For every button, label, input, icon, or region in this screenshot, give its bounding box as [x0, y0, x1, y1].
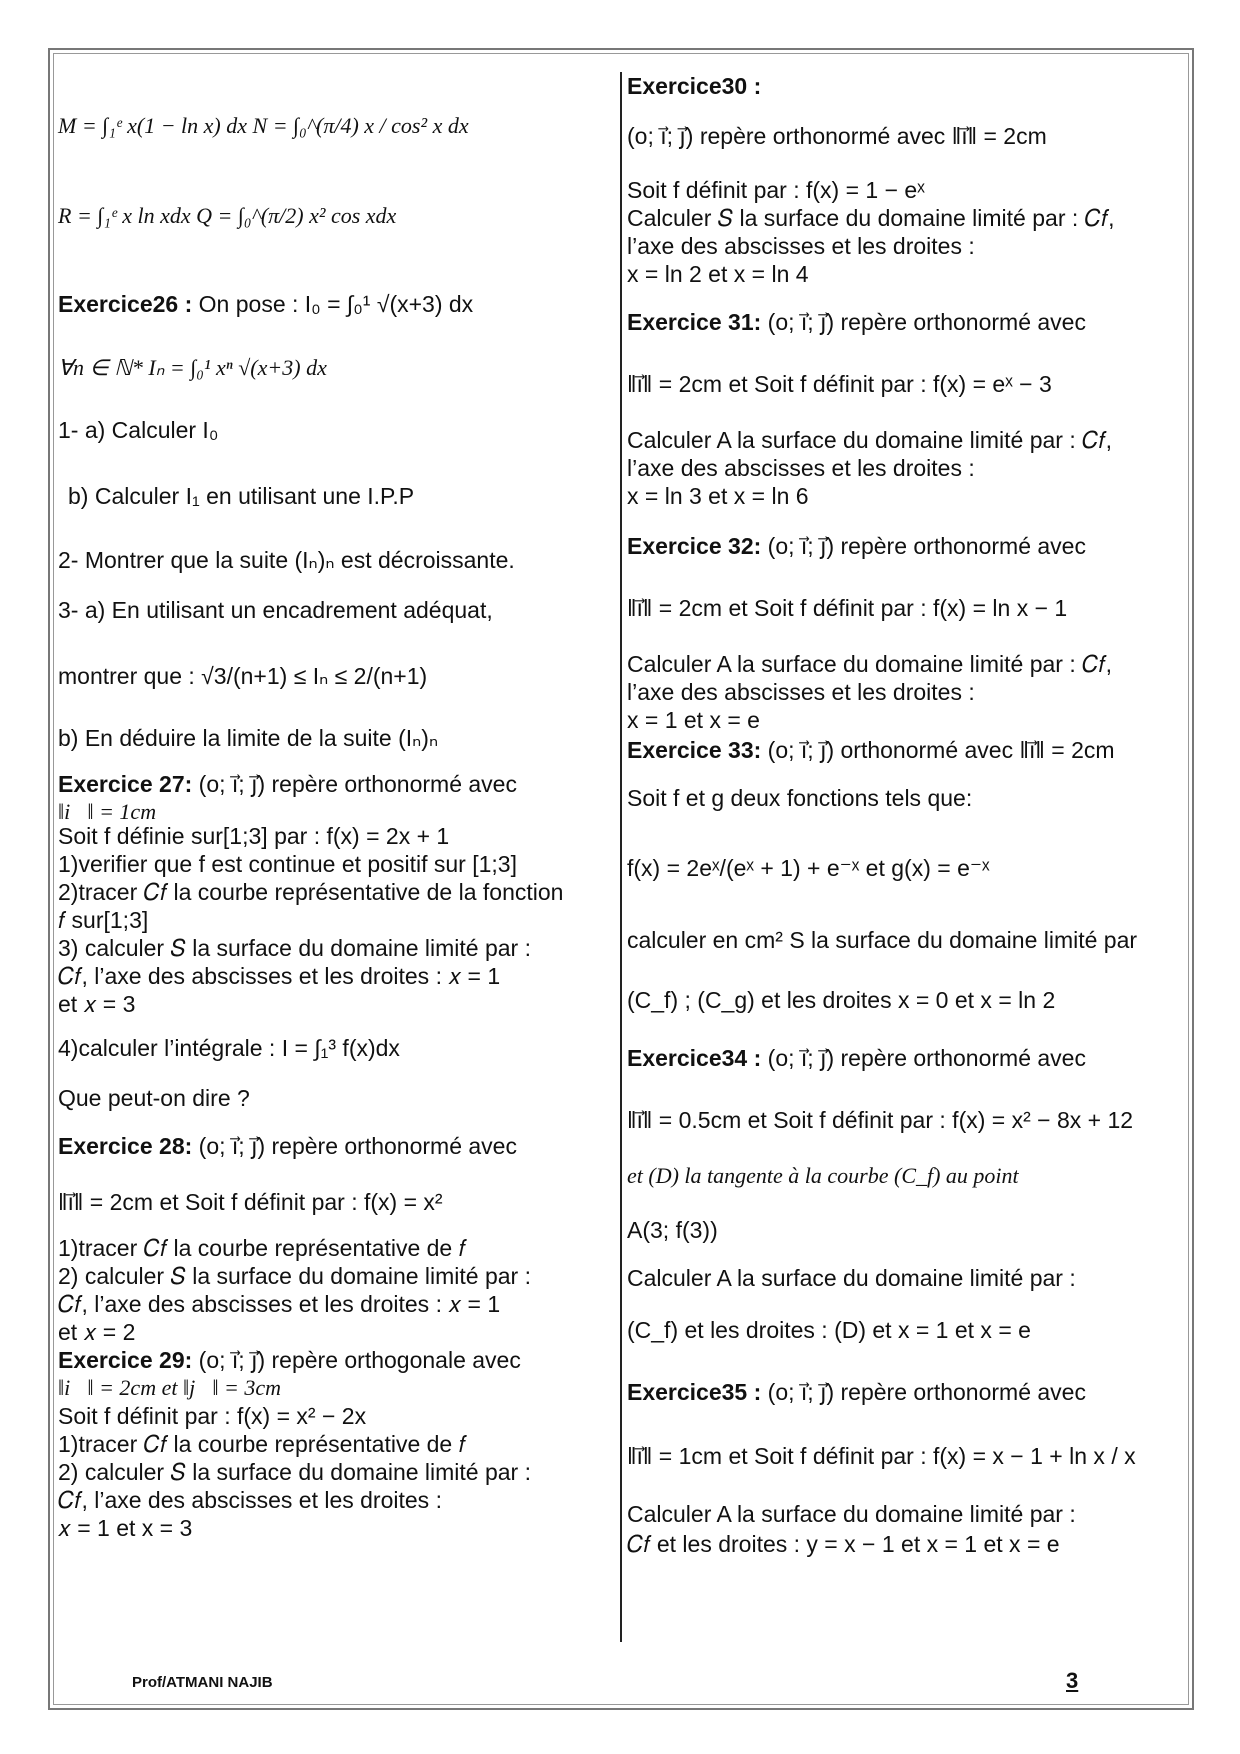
right-line: ‖i⃗‖ = 2cm et Soit f définit par : f(x) = ln x − 1	[627, 595, 1068, 621]
left-line: 2) calculer 𝑆 la surface du domaine limité par :	[58, 1263, 531, 1289]
left-line: 𝑓 sur[1;3]	[58, 907, 149, 933]
exercise-heading: Exercice 28:	[58, 1133, 193, 1159]
right-line: Exercice 33: (o; i⃗; j⃗) orthonormé avec ‖i⃗‖ = 2cm	[627, 737, 1115, 763]
right-line: ‖i⃗‖ = 2cm et Soit f définit par : f(x) = eˣ − 3	[627, 371, 1052, 397]
right-line: Calculer A la surface du domaine limité par : 𝐶𝑓,	[627, 427, 1112, 453]
left-line: 1- a) Calculer I₀	[58, 417, 219, 443]
left-line: Soit f définie sur[1;3] par : f(x) = 2x + 1	[58, 823, 450, 849]
left-line: et 𝑥 = 3	[58, 991, 136, 1017]
left-line: b) En déduire la limite de la suite (Iₙ)ₙ	[58, 725, 439, 751]
left-line: 3) calculer 𝑆 la surface du domaine limité par :	[58, 935, 531, 961]
right-line: f(x) = 2eˣ/(eˣ + 1) + e⁻ˣ et g(x) = e⁻ˣ	[627, 855, 990, 881]
exercise-heading: Exercice 32:	[627, 533, 762, 559]
right-line: et (D) la tangente à la courbe (C_f) au point	[627, 1163, 1019, 1188]
left-line: ‖i⃗‖ = 2cm et ‖j⃗‖ = 3cm	[58, 1375, 282, 1400]
left-line: Soit f définit par : f(x) = x² − 2x	[58, 1403, 367, 1429]
right-line: (C_f) et les droites : (D) et x = 1 et x = e	[627, 1317, 1031, 1343]
left-line: Exercice 27: (o; i⃗; j⃗) repère orthonormé avec	[58, 771, 517, 797]
right-line: ‖i⃗‖ = 1cm et Soit f définit par : f(x) = x − 1 + ln x / x	[627, 1443, 1136, 1469]
right-line: Soit f et g deux fonctions tels que:	[627, 785, 973, 811]
left-line: b) Calculer I₁ en utilisant une I.P.P	[68, 483, 415, 509]
right-line: l’axe des abscisses et les droites :	[627, 455, 975, 481]
right-line: (o; i⃗; j⃗) repère orthonormé avec ‖i⃗‖ = 2cm	[627, 123, 1047, 149]
left-line: 1)verifier que f est continue et positif sur [1;3]	[58, 851, 517, 877]
right-line: Exercice34 : (o; i⃗; j⃗) repère orthonormé avec	[627, 1045, 1086, 1071]
right-line: Calculer 𝑆 la surface du domaine limité par : 𝐶𝑓,	[627, 205, 1115, 231]
right-line: (C_f) ; (C_g) et les droites x = 0 et x = ln 2	[627, 987, 1056, 1013]
left-line: Que peut-on dire ?	[58, 1085, 250, 1111]
exercise-heading: Exercice 31:	[627, 309, 762, 335]
exercise-heading: Exercice34 :	[627, 1045, 762, 1071]
left-line: 3- a) En utilisant un encadrement adéquat,	[58, 597, 493, 623]
right-line: Exercice35 : (o; i⃗; j⃗) repère orthonormé avec	[627, 1379, 1086, 1405]
left-line: ∀n ∈ ℕ* Iₙ = ∫₀¹ xⁿ √(x+3) dx	[58, 355, 327, 380]
right-line: x = ln 2 et x = ln 4	[627, 261, 809, 287]
right-line: Soit f définit par : f(x) = 1 − eˣ	[627, 177, 925, 203]
right-line: Calculer A la surface du domaine limité par :	[627, 1265, 1076, 1291]
right-line: x = 1 et x = e	[627, 707, 760, 733]
left-line: Exercice 29: (o; i⃗; j⃗) repère orthogonale avec	[58, 1347, 521, 1373]
exercise-heading: Exercice35 :	[627, 1379, 762, 1405]
right-line: x = ln 3 et x = ln 6	[627, 483, 809, 509]
right-line: Calculer A la surface du domaine limité par :	[627, 1501, 1076, 1527]
footer-page-number: 3	[1066, 1668, 1079, 1693]
right-line	[627, 72, 761, 100]
right-line: l’axe des abscisses et les droites :	[627, 233, 975, 259]
left-line: 2) calculer 𝑆 la surface du domaine limité par :	[58, 1459, 531, 1485]
right-line: l’axe des abscisses et les droites :	[627, 679, 975, 705]
left-line: R = ∫₁ᵉ x ln xdx Q = ∫₀^(π/2) x² cos xdx	[58, 203, 397, 228]
exercise-heading: Exercice26 :	[58, 291, 193, 317]
exercise-heading: Exercice 33:	[627, 737, 762, 763]
left-line: 𝑥 = 1 et x = 3	[58, 1515, 193, 1541]
left-line: montrer que : √3/(n+1) ≤ Iₙ ≤ 2/(n+1)	[58, 663, 428, 689]
right-line: 𝐶𝑓 et les droites : y = x − 1 et x = 1 et x = e	[627, 1531, 1060, 1557]
right-line: Exercice 32: (o; i⃗; j⃗) repère orthonormé avec	[627, 533, 1086, 559]
right-line: Calculer A la surface du domaine limité par : 𝐶𝑓,	[627, 651, 1112, 677]
left-line: 1)tracer 𝐶𝑓 la courbe représentative de 𝑓	[58, 1431, 466, 1457]
footer-author: Prof/ATMANI NAJIB	[132, 1674, 273, 1691]
left-line: Exercice 28: (o; i⃗; j⃗) repère orthonormé avec	[58, 1133, 517, 1159]
exercise-heading: Exercice 27:	[58, 771, 193, 797]
left-line: 1)tracer 𝐶𝑓 la courbe représentative de 𝑓	[58, 1235, 466, 1261]
left-line: 4)calculer l’intégrale : I = ∫₁³ f(x)dx	[58, 1035, 400, 1061]
right-line: A(3; f(3))	[627, 1217, 718, 1243]
left-line: 𝐶𝑓, l’axe des abscisses et les droites : 𝑥 = 1	[58, 1291, 501, 1317]
left-line: M = ∫₁ᵉ x(1 − ln x) dx N = ∫₀^(π/4) x / cos² x dx	[58, 113, 469, 138]
left-line: 2)tracer 𝐶𝑓 la courbe représentative de la fonction	[58, 879, 564, 905]
left-line: 2- Montrer que la suite (Iₙ)ₙ est décroissante.	[58, 547, 515, 573]
left-line: et 𝑥 = 2	[58, 1319, 136, 1345]
left-line: ‖i⃗‖ = 1cm	[58, 799, 157, 824]
exercise-heading: Exercice 29:	[58, 1347, 193, 1373]
column-divider	[620, 72, 622, 1642]
left-line: 𝐶𝑓, l’axe des abscisses et les droites :	[58, 1487, 442, 1513]
left-line: 𝐶𝑓, l’axe des abscisses et les droites : 𝑥 = 1	[58, 963, 501, 989]
left-line: ‖i⃗‖ = 2cm et Soit f définit par : f(x) = x²	[58, 1189, 443, 1215]
right-line: calculer en cm² S la surface du domaine limité par	[627, 927, 1138, 953]
left-line: Exercice26 : On pose : I₀ = ∫₀¹ √(x+3) dx	[58, 291, 474, 317]
exercise-heading: Exercice30 :	[627, 73, 762, 99]
right-line: Exercice 31: (o; i⃗; j⃗) repère orthonormé avec	[627, 309, 1086, 335]
right-line: ‖i⃗‖ = 0.5cm et Soit f définit par : f(x) = x² − 8x + 12	[627, 1107, 1134, 1133]
